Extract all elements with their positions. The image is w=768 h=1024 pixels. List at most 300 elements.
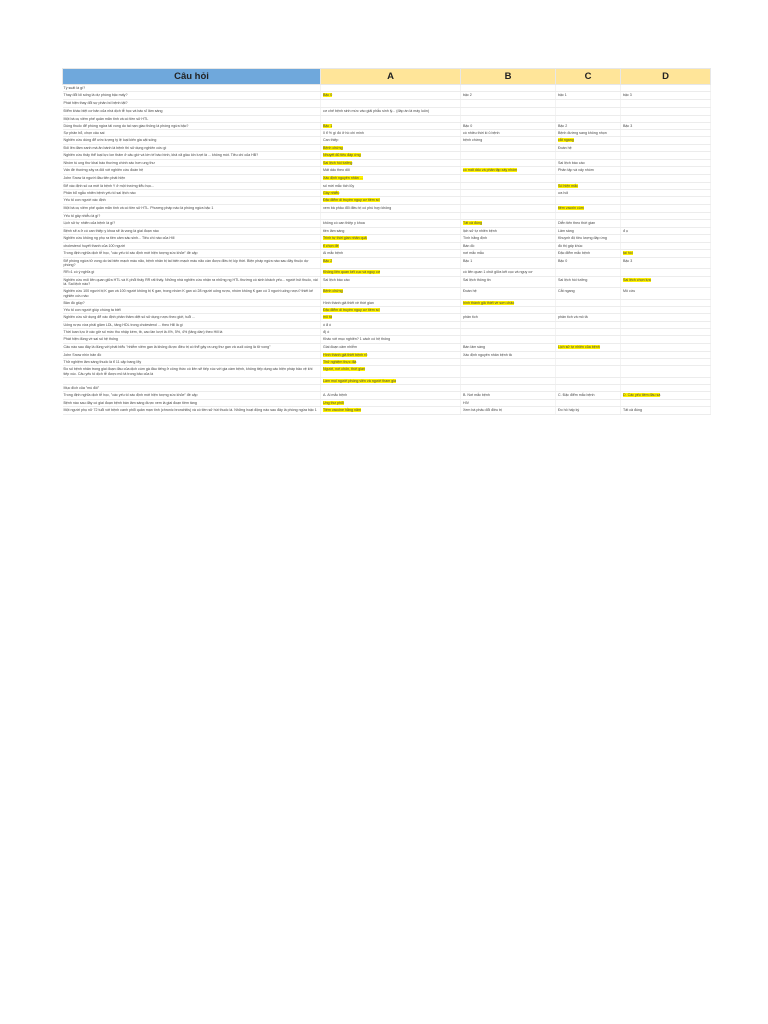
header-d[interactable]: D bbox=[621, 69, 711, 85]
cell-text: Xác định nguyên nhân ... bbox=[323, 176, 363, 181]
cell-a[interactable] bbox=[321, 144, 461, 151]
cell-q[interactable] bbox=[63, 250, 321, 257]
cell-d[interactable] bbox=[621, 299, 711, 306]
table-row bbox=[63, 85, 711, 92]
cell-text: Sai lệch báo cáo bbox=[323, 277, 350, 282]
cell-text: Yếu tố con người xác định bbox=[63, 198, 106, 203]
cell-d[interactable] bbox=[621, 343, 711, 351]
cell-c[interactable] bbox=[556, 235, 621, 243]
cell-b[interactable] bbox=[461, 197, 556, 204]
cell-text: Khác với mục nghiên? 1 cách có hệ thống bbox=[323, 337, 391, 342]
cell-b[interactable] bbox=[461, 314, 556, 321]
cell-c[interactable] bbox=[556, 115, 621, 122]
cell-text: phân tích và mô tả bbox=[558, 315, 588, 320]
cell-c[interactable] bbox=[556, 321, 621, 328]
cell-a[interactable] bbox=[321, 235, 461, 243]
cell-a[interactable] bbox=[321, 299, 461, 306]
cell-text: Thời loan lựu ở các giờ số mức thu nhập kém, tb, cao lần lượt là 4%, 5%, 4% (tăng dần) theo Hill là bbox=[63, 330, 223, 335]
cell-text: Bậc 3 bbox=[623, 123, 633, 128]
cell-a[interactable] bbox=[321, 329, 461, 336]
cell-q[interactable] bbox=[63, 189, 321, 196]
cell-q[interactable] bbox=[63, 351, 321, 358]
cell-q[interactable] bbox=[63, 167, 321, 175]
cell-b[interactable] bbox=[461, 115, 556, 122]
cell-text: C. Đặc điểm mắc bệnh bbox=[558, 393, 595, 398]
table-row bbox=[63, 243, 711, 250]
cell-q[interactable] bbox=[63, 257, 321, 269]
cell-q[interactable] bbox=[63, 299, 321, 306]
table-body bbox=[63, 85, 711, 415]
cell-c[interactable] bbox=[556, 197, 621, 204]
cell-a[interactable] bbox=[321, 336, 461, 343]
table-row bbox=[63, 152, 711, 160]
cell-c[interactable] bbox=[556, 299, 621, 306]
cell-a[interactable] bbox=[321, 122, 461, 129]
cell-a[interactable] bbox=[321, 307, 461, 314]
cell-q[interactable] bbox=[63, 366, 321, 378]
cell-a[interactable] bbox=[321, 137, 461, 144]
cell-b[interactable] bbox=[461, 276, 556, 288]
cell-d[interactable] bbox=[621, 269, 711, 276]
cell-c[interactable] bbox=[556, 107, 621, 115]
cell-d[interactable] bbox=[621, 351, 711, 358]
cell-text: Đo số bệnh nhân trong giai đoạn đầu của dịch cúm gà đầu tiếng ở công thức có liên sẽ tiếp xúc với gia cầm bệnh, không tiếp dụng các biện pháp bảo vệ khi tiếp xúc. Câu yếu tố dịch tễ được mô tả trong bảo của là bbox=[63, 367, 313, 376]
cell-c[interactable] bbox=[556, 392, 621, 399]
cell-text: Người, nơi chốn, thời gian bbox=[323, 367, 366, 372]
cell-b[interactable] bbox=[461, 175, 556, 182]
cell-d[interactable] bbox=[621, 130, 711, 137]
cell-d[interactable] bbox=[621, 85, 711, 92]
cell-q[interactable] bbox=[63, 175, 321, 182]
cell-b[interactable] bbox=[461, 227, 556, 234]
cell-a[interactable] bbox=[321, 343, 461, 351]
cell-a[interactable] bbox=[321, 385, 461, 392]
cell-d[interactable] bbox=[621, 307, 711, 314]
cell-c[interactable] bbox=[556, 257, 621, 269]
cell-c[interactable] bbox=[556, 351, 621, 358]
cell-d[interactable] bbox=[621, 107, 711, 115]
cell-b[interactable] bbox=[461, 100, 556, 107]
cell-d[interactable] bbox=[621, 144, 711, 151]
cell-d[interactable] bbox=[621, 276, 711, 288]
cell-c[interactable] bbox=[556, 175, 621, 182]
cell-text: Uống rượu vừa phải giảm LDL, tăng HDL trong cholesterol ... theo Hill là gì bbox=[63, 322, 183, 327]
cell-text: Sai lệch báo cáo bbox=[558, 161, 585, 166]
cell-b[interactable] bbox=[461, 219, 556, 227]
cell-d[interactable] bbox=[621, 212, 711, 219]
cell-q[interactable] bbox=[63, 144, 321, 151]
cell-c[interactable] bbox=[556, 366, 621, 378]
cell-text: Số hiện mắc bbox=[558, 183, 578, 188]
cell-b[interactable] bbox=[461, 392, 556, 399]
cell-text: Giai đoạn cảm nhiễm bbox=[323, 344, 357, 349]
cell-text: Nghiên cứu dùng để ước lượng tỷ lệ loại kiến gia cật sống bbox=[63, 138, 157, 143]
cell-c[interactable] bbox=[556, 182, 621, 189]
cell-d[interactable] bbox=[621, 204, 711, 212]
cell-c[interactable] bbox=[556, 243, 621, 250]
cell-b[interactable] bbox=[461, 351, 556, 358]
table-row bbox=[63, 235, 711, 243]
cell-text: Đoàn hệ bbox=[558, 145, 572, 150]
cell-q[interactable] bbox=[63, 336, 321, 343]
cell-c[interactable] bbox=[556, 92, 621, 100]
cell-text: Nghiên cứu thấy thể loại lực lon thấm ở câu giờ và lớn tế bào bình, khả xã giàu lốn lượt là ... không mót. Tiêu chí của HB? bbox=[63, 153, 259, 158]
cell-c[interactable] bbox=[556, 100, 621, 107]
cell-q[interactable] bbox=[63, 243, 321, 250]
cell-b[interactable] bbox=[461, 399, 556, 406]
cell-q[interactable] bbox=[63, 107, 321, 115]
cell-b[interactable] bbox=[461, 321, 556, 328]
cell-q[interactable] bbox=[63, 385, 321, 392]
cell-text: tai hồi bbox=[623, 251, 633, 256]
cell-text: RR=1 có ý nghĩa gì bbox=[63, 270, 95, 275]
cell-text: Hình thành giả thiết bệnh rõ bbox=[323, 352, 368, 357]
cell-q[interactable] bbox=[63, 182, 321, 189]
cell-q[interactable] bbox=[63, 152, 321, 160]
cell-b[interactable] bbox=[461, 377, 556, 384]
cell-q[interactable] bbox=[63, 204, 321, 212]
cell-a[interactable] bbox=[321, 257, 461, 269]
cell-c[interactable] bbox=[556, 204, 621, 212]
cell-c[interactable] bbox=[556, 406, 621, 414]
cell-b[interactable] bbox=[461, 92, 556, 100]
cell-text: Đặc điểm di truyền nguy cơ tiềm số bbox=[323, 308, 380, 313]
cell-q[interactable] bbox=[63, 227, 321, 234]
cell-text: Trong định nghĩa dịch tễ học, "các yếu tố xác định mới hiện tượng sức khỏe" đề cập bbox=[63, 393, 198, 398]
cell-text: có liên quan 1 chút giữa kết cục và nguy cơ bbox=[463, 270, 533, 275]
cell-a[interactable] bbox=[321, 182, 461, 189]
cell-b[interactable] bbox=[461, 167, 556, 175]
cell-b[interactable] bbox=[461, 144, 556, 151]
cell-b[interactable] bbox=[461, 189, 556, 196]
cell-text: Bậc 0 bbox=[558, 258, 568, 263]
cell-c[interactable] bbox=[556, 276, 621, 288]
table-row bbox=[63, 197, 711, 204]
cell-a[interactable] bbox=[321, 358, 461, 365]
cell-a[interactable] bbox=[321, 227, 461, 234]
cell-d[interactable] bbox=[621, 137, 711, 144]
cell-b[interactable] bbox=[461, 366, 556, 378]
cell-b[interactable] bbox=[461, 152, 556, 160]
cell-d[interactable] bbox=[621, 160, 711, 167]
cell-c[interactable] bbox=[556, 189, 621, 196]
cell-text: Diễn tiến theo thời gian bbox=[558, 220, 596, 225]
cell-b[interactable] bbox=[461, 269, 556, 276]
cell-text: Cắt ngang bbox=[558, 289, 575, 294]
cell-text: có mất dấu và phân tập xấy nhóm bbox=[463, 168, 518, 173]
cell-a[interactable] bbox=[321, 321, 461, 328]
table-row bbox=[63, 385, 711, 392]
cell-text: bậc 3 bbox=[623, 93, 632, 98]
cell-q[interactable] bbox=[63, 235, 321, 243]
header-c[interactable]: C bbox=[556, 69, 621, 85]
table-row bbox=[63, 329, 711, 336]
cell-q[interactable] bbox=[63, 321, 321, 328]
cell-a[interactable] bbox=[321, 160, 461, 167]
cell-q[interactable] bbox=[63, 307, 321, 314]
cell-q[interactable] bbox=[63, 358, 321, 365]
cell-a[interactable] bbox=[321, 314, 461, 321]
cell-a[interactable] bbox=[321, 351, 461, 358]
cell-q[interactable] bbox=[63, 219, 321, 227]
table-row bbox=[63, 107, 711, 115]
table-row bbox=[63, 137, 711, 144]
cell-d[interactable] bbox=[621, 175, 711, 182]
cell-d[interactable] bbox=[621, 219, 711, 227]
cell-text: Làm mọi người phòng viên và người tham gia bbox=[323, 378, 397, 383]
cell-c[interactable] bbox=[556, 122, 621, 129]
cell-d[interactable] bbox=[621, 152, 711, 160]
cell-q[interactable] bbox=[63, 269, 321, 276]
cell-c[interactable] bbox=[556, 167, 621, 175]
cell-text: bậc 1 bbox=[558, 93, 567, 98]
cell-b[interactable] bbox=[461, 343, 556, 351]
cell-text: Một bà cụ viêm phế quản mãn tính và có tiền sử HTL. Phương pháp nào là phòng ngừa bậc 1 bbox=[63, 205, 214, 210]
cell-text: Mô cứu bbox=[623, 289, 636, 294]
table-row bbox=[63, 392, 711, 399]
cell-text: Lâm sàng bbox=[558, 228, 574, 233]
cell-a[interactable] bbox=[321, 107, 461, 115]
cell-c[interactable] bbox=[556, 358, 621, 365]
cell-b[interactable] bbox=[461, 307, 556, 314]
cell-c[interactable] bbox=[556, 152, 621, 160]
cell-text: John Snow là người đầu tiên phát hiện bbox=[63, 176, 126, 181]
cell-text: Bán lâm sàng bbox=[463, 344, 485, 349]
cell-q[interactable] bbox=[63, 314, 321, 321]
cell-a[interactable] bbox=[321, 243, 461, 250]
cell-text: Phát hiện thay đổi sự phân bố bệnh tật? bbox=[63, 101, 128, 106]
cell-a[interactable] bbox=[321, 219, 461, 227]
cell-q[interactable] bbox=[63, 122, 321, 129]
cell-b[interactable] bbox=[461, 358, 556, 365]
cell-b[interactable] bbox=[461, 336, 556, 343]
cell-a[interactable] bbox=[321, 406, 461, 414]
cell-c[interactable] bbox=[556, 144, 621, 151]
cell-a[interactable] bbox=[321, 100, 461, 107]
cell-a[interactable] bbox=[321, 175, 461, 182]
cell-d[interactable] bbox=[621, 167, 711, 175]
cell-d[interactable] bbox=[621, 314, 711, 321]
cell-b[interactable] bbox=[461, 107, 556, 115]
cell-c[interactable] bbox=[556, 137, 621, 144]
cell-text: tiền lâm sàng bbox=[323, 228, 345, 233]
cell-text: Tất cả đúng bbox=[623, 407, 642, 412]
cell-text: Sai lệch thông tin bbox=[463, 277, 491, 282]
cell-a[interactable] bbox=[321, 115, 461, 122]
cell-c[interactable] bbox=[556, 227, 621, 234]
cell-d[interactable] bbox=[621, 197, 711, 204]
table-row bbox=[63, 227, 711, 234]
table-row bbox=[63, 189, 711, 196]
cell-q[interactable] bbox=[63, 212, 321, 219]
cell-text: Xác định nguyên nhân bệnh tả bbox=[463, 352, 512, 357]
cell-q[interactable] bbox=[63, 85, 321, 92]
cell-b[interactable] bbox=[461, 257, 556, 269]
cell-d[interactable] bbox=[621, 122, 711, 129]
cell-q[interactable] bbox=[63, 137, 321, 144]
cell-c[interactable] bbox=[556, 130, 621, 137]
table-row bbox=[63, 399, 711, 406]
cell-c[interactable] bbox=[556, 269, 621, 276]
cell-d[interactable] bbox=[621, 100, 711, 107]
cell-q[interactable] bbox=[63, 288, 321, 300]
cell-d[interactable] bbox=[621, 321, 711, 328]
cell-b[interactable] bbox=[461, 243, 556, 250]
table-row bbox=[63, 299, 711, 306]
cell-a[interactable] bbox=[321, 288, 461, 300]
cell-a[interactable] bbox=[321, 92, 461, 100]
cell-b[interactable] bbox=[461, 137, 556, 144]
cell-q[interactable] bbox=[63, 115, 321, 122]
cell-c[interactable] bbox=[556, 314, 621, 321]
cell-b[interactable] bbox=[461, 235, 556, 243]
cell-b[interactable] bbox=[461, 385, 556, 392]
cell-a[interactable] bbox=[321, 392, 461, 399]
cell-text: Không liên quan kết cục và nguy cơ bbox=[323, 270, 381, 275]
cell-b[interactable] bbox=[461, 160, 556, 167]
cell-c[interactable] bbox=[556, 219, 621, 227]
cell-b[interactable] bbox=[461, 85, 556, 92]
cell-a[interactable] bbox=[321, 377, 461, 384]
table-row bbox=[63, 307, 711, 314]
cell-d[interactable] bbox=[621, 243, 711, 250]
cell-d[interactable] bbox=[621, 366, 711, 378]
cell-a[interactable] bbox=[321, 366, 461, 378]
cell-q[interactable] bbox=[63, 130, 321, 137]
cell-d[interactable] bbox=[621, 377, 711, 384]
cell-a[interactable] bbox=[321, 197, 461, 204]
cell-c[interactable] bbox=[556, 336, 621, 343]
cell-b[interactable] bbox=[461, 122, 556, 129]
cell-q[interactable] bbox=[63, 92, 321, 100]
cell-a[interactable] bbox=[321, 276, 461, 288]
table-row bbox=[63, 204, 711, 212]
cell-d[interactable] bbox=[621, 385, 711, 392]
cell-b[interactable] bbox=[461, 130, 556, 137]
cell-text: Lịch sử tự nhiên của bệnh bbox=[558, 344, 600, 349]
cell-d[interactable] bbox=[621, 235, 711, 243]
cell-d[interactable] bbox=[621, 392, 711, 399]
cell-b[interactable] bbox=[461, 406, 556, 414]
cell-c[interactable] bbox=[556, 329, 621, 336]
cell-a[interactable] bbox=[321, 212, 461, 219]
cell-q[interactable] bbox=[63, 343, 321, 351]
cell-b[interactable] bbox=[461, 212, 556, 219]
header-question[interactable]: Câu hỏi bbox=[63, 69, 321, 85]
table-row bbox=[63, 314, 711, 321]
cell-text: Sai lệch chọn lựa bbox=[623, 277, 651, 282]
cell-d[interactable] bbox=[621, 257, 711, 269]
cell-q[interactable] bbox=[63, 392, 321, 399]
cell-text: Để phòng ngừa tử vong do tai biến mạch máu não, bệnh nhân bị tai biến mạch máu não cần được điều trị kịp thời. Biện pháp ngừa nào sau đây thuộc dự phòng? bbox=[63, 258, 309, 268]
cell-c[interactable] bbox=[556, 160, 621, 167]
cell-text: Lịch sử tự nhiên của bệnh là gì? bbox=[63, 220, 116, 225]
cell-d[interactable] bbox=[621, 182, 711, 189]
cell-d[interactable] bbox=[621, 288, 711, 300]
cell-text: Nhuyết đủ tiêu đáp ứng bbox=[323, 153, 361, 158]
cell-c[interactable] bbox=[556, 377, 621, 384]
cell-text: Bệnh sẽ a ở có can thiệp y khoa sẽ là vong là giai đoạn nào bbox=[63, 228, 159, 233]
cell-q[interactable] bbox=[63, 406, 321, 414]
cell-text: nơi mắc mẫu bbox=[463, 251, 484, 256]
cell-q[interactable] bbox=[63, 329, 321, 336]
cell-b[interactable] bbox=[461, 204, 556, 212]
cell-a[interactable] bbox=[321, 167, 461, 175]
cell-text: Bệnh nào sau đây có giai đoạn bệnh bán lâm sàng được xem là giai đoạn tiềm tàng bbox=[63, 400, 197, 405]
cell-a[interactable] bbox=[321, 130, 461, 137]
cell-d[interactable] bbox=[621, 329, 711, 336]
cell-a[interactable] bbox=[321, 250, 461, 257]
cell-q[interactable] bbox=[63, 276, 321, 288]
cell-text: Nghiên cứu 100 người bị K gan và 100 người không bị K gan, trong nhóm K gan có 28 người uống rượu, nhóm không K gan có 3 người uống rượu? thiết kế nghiên cứu nào bbox=[63, 289, 314, 298]
cell-text: Vấn đề thường xảy ra đối với nghiên cứu đoàn hệ bbox=[63, 168, 144, 173]
cell-d[interactable] bbox=[621, 406, 711, 414]
header-b[interactable]: B bbox=[461, 69, 556, 85]
cell-q[interactable] bbox=[63, 377, 321, 384]
cell-text: ó ẩ ó bbox=[323, 322, 331, 327]
cell-b[interactable] bbox=[461, 182, 556, 189]
cell-text: Nghiên cứu không ng phụ ra tiền cảm sàu sinh... Tiêu chí nào của Hill bbox=[63, 236, 175, 241]
cell-d[interactable] bbox=[621, 250, 711, 257]
cell-q[interactable] bbox=[63, 100, 321, 107]
cell-a[interactable] bbox=[321, 85, 461, 92]
cell-text: Trình tự thời gian nhân quả bbox=[323, 236, 367, 241]
cell-q[interactable] bbox=[63, 197, 321, 204]
cell-d[interactable] bbox=[621, 227, 711, 234]
cell-d[interactable] bbox=[621, 92, 711, 100]
table-row bbox=[63, 167, 711, 175]
cell-text: Thử nghiệm lâm sàng thuốc là tỉ 11 cặp bang My bbox=[63, 359, 142, 364]
cell-b[interactable] bbox=[461, 329, 556, 336]
cell-d[interactable] bbox=[621, 358, 711, 365]
cell-q[interactable] bbox=[63, 399, 321, 406]
cell-a[interactable] bbox=[321, 152, 461, 160]
cell-c[interactable] bbox=[556, 250, 621, 257]
cell-c[interactable] bbox=[556, 212, 621, 219]
cell-q[interactable] bbox=[63, 160, 321, 167]
cell-text: Một bà cụ viêm phế quản mãn tính và có tiền sử HTL bbox=[63, 116, 149, 121]
cell-d[interactable] bbox=[621, 115, 711, 122]
cell-text: đồ thị gấp khúc bbox=[558, 244, 583, 249]
cell-d[interactable] bbox=[621, 336, 711, 343]
cell-text: Điểm khác biệt cơ bản của nhà dịch tễ học và bác sĩ lâm sàng bbox=[63, 108, 163, 113]
cell-c[interactable] bbox=[556, 307, 621, 314]
table-row bbox=[63, 366, 711, 378]
cell-a[interactable] bbox=[321, 204, 461, 212]
cell-b[interactable] bbox=[461, 288, 556, 300]
cell-a[interactable] bbox=[321, 269, 461, 276]
cell-d[interactable] bbox=[621, 189, 711, 196]
cell-text: Bậc 3 bbox=[623, 258, 633, 263]
cell-d[interactable] bbox=[621, 399, 711, 406]
cell-c[interactable] bbox=[556, 385, 621, 392]
cell-text: phân tích bbox=[463, 315, 478, 320]
cell-c[interactable] bbox=[556, 343, 621, 351]
cell-c[interactable] bbox=[556, 288, 621, 300]
cell-text: Can thiệp bbox=[323, 138, 339, 143]
cell-text: cholesterol huyết thanh của 100 người bbox=[63, 244, 126, 249]
cell-a[interactable] bbox=[321, 399, 461, 406]
cell-text: đ ụ bbox=[623, 228, 628, 233]
cell-c[interactable] bbox=[556, 399, 621, 406]
cell-text: Sự phân bổ, chọn câu sai bbox=[63, 131, 105, 136]
header-a[interactable]: A bbox=[321, 69, 461, 85]
cell-b[interactable] bbox=[461, 299, 556, 306]
cell-b[interactable] bbox=[461, 250, 556, 257]
cell-c[interactable] bbox=[556, 85, 621, 92]
cell-text: Hình thành giả thiết về thời gian bbox=[323, 300, 374, 305]
cell-a[interactable] bbox=[321, 189, 461, 196]
